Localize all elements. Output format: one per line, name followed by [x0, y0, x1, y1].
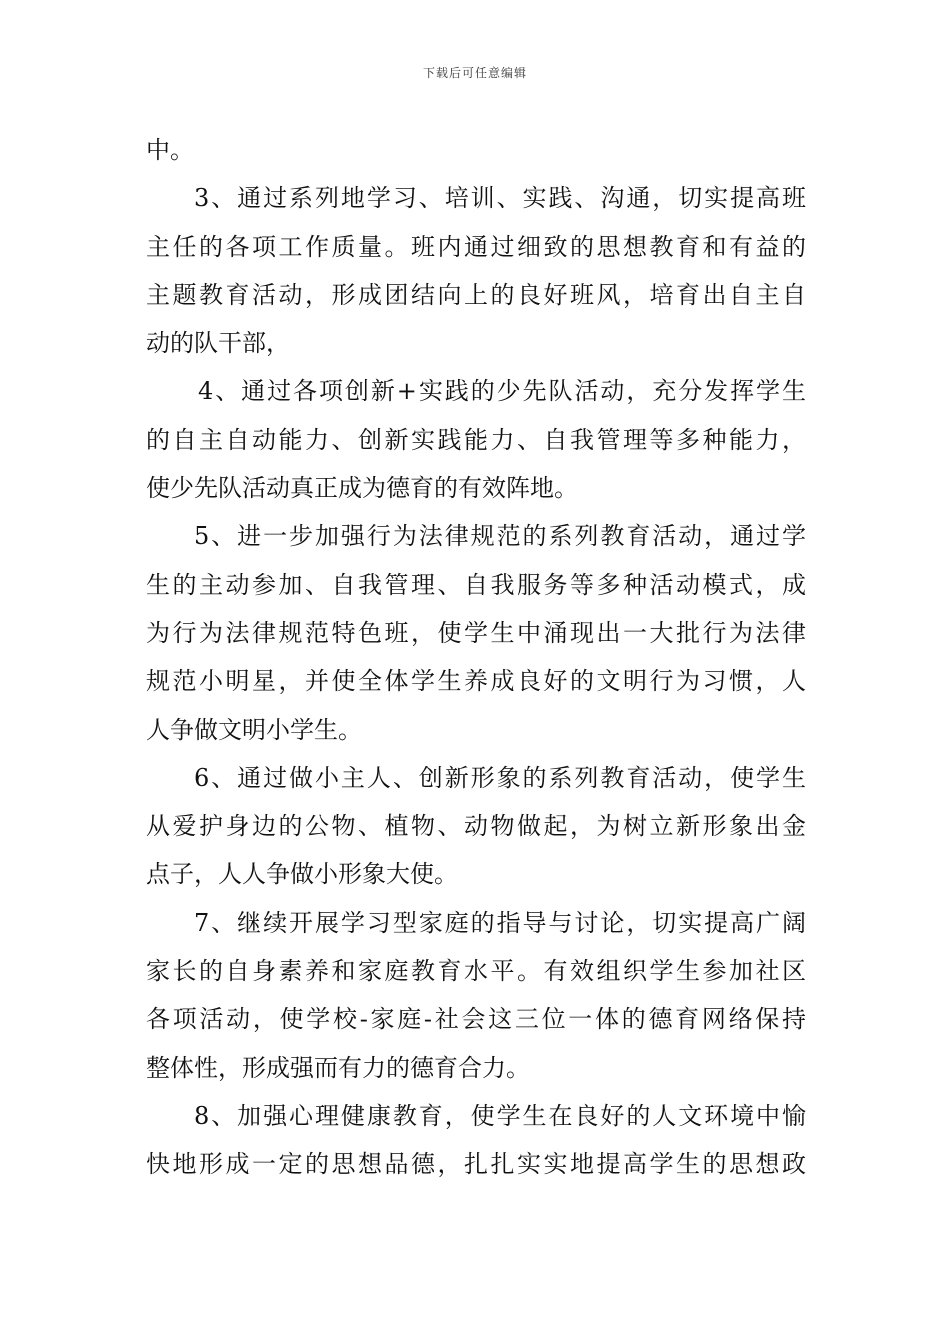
paragraph-7-line: 各项活动，使学校-家庭-社会这三位一体的德育网络保持 — [146, 1005, 806, 1034]
paragraph-6-line: 6、通过做小主人、创新形象的系列教育活动，使学生 — [194, 763, 806, 792]
paragraph-5-line: 5、进一步加强行为法律规范的系列教育活动，通过学 — [194, 522, 806, 551]
paragraph-4-line: 4、通过各项创新+实践的少先队活动，充分发挥学生 — [198, 377, 806, 406]
paragraph-7-line: 家长的自身素养和家庭教育水平。有效组织学生参加社区 — [146, 957, 806, 986]
paragraph-3-line: 主任的各项工作质量。班内通过细致的思想教育和有益的 — [146, 232, 806, 261]
page-header: 下载后可任意编辑 — [422, 66, 527, 80]
paragraph-8-line: 8、加强心理健康教育，使学生在良好的人文环境中愉 — [194, 1101, 806, 1130]
paragraph-5-line: 生的主动参加、自我管理、自我服务等多种活动模式，成 — [146, 570, 806, 599]
paragraph-4-line: 的自主自动能力、创新实践能力、自我管理等多种能力， — [146, 425, 806, 454]
paragraph-6-line: 从爱护身边的公物、植物、动物做起，为树立新形象出金 — [146, 812, 806, 841]
paragraph-5-line: 人争做文明小学生。 — [146, 715, 362, 744]
paragraph-8-line: 快地形成一定的思想品德，扎扎实实地提高学生的思想政 — [146, 1150, 806, 1179]
paragraph-4-line: 使少先队活动真正成为德育的有效阵地。 — [146, 474, 578, 503]
paragraph-7-line: 整体性，形成强而有力的德育合力。 — [146, 1053, 530, 1082]
paragraph-3-line: 动的队干部， — [146, 329, 290, 358]
document-body — [146, 126, 806, 1189]
paragraph-6-line: 点子，人人争做小形象大使。 — [146, 860, 458, 889]
paragraph-5-line: 规范小明星，并使全体学生养成良好的文明行为习惯，人 — [146, 667, 806, 696]
paragraph-3-line: 3、通过系列地学习、培训、实践、沟通，切实提高班 — [194, 184, 806, 213]
paragraph-7-line: 7、继续开展学习型家庭的指导与讨论，切实提高广阔 — [194, 908, 806, 937]
paragraph-3-line: 主题教育活动，形成团结向上的良好班风，培育出自主自 — [146, 280, 806, 309]
text-line: 中。 — [146, 136, 194, 164]
paragraph-5-line: 为行为法律规范特色班，使学生中涌现出一大批行为法律 — [146, 618, 806, 647]
